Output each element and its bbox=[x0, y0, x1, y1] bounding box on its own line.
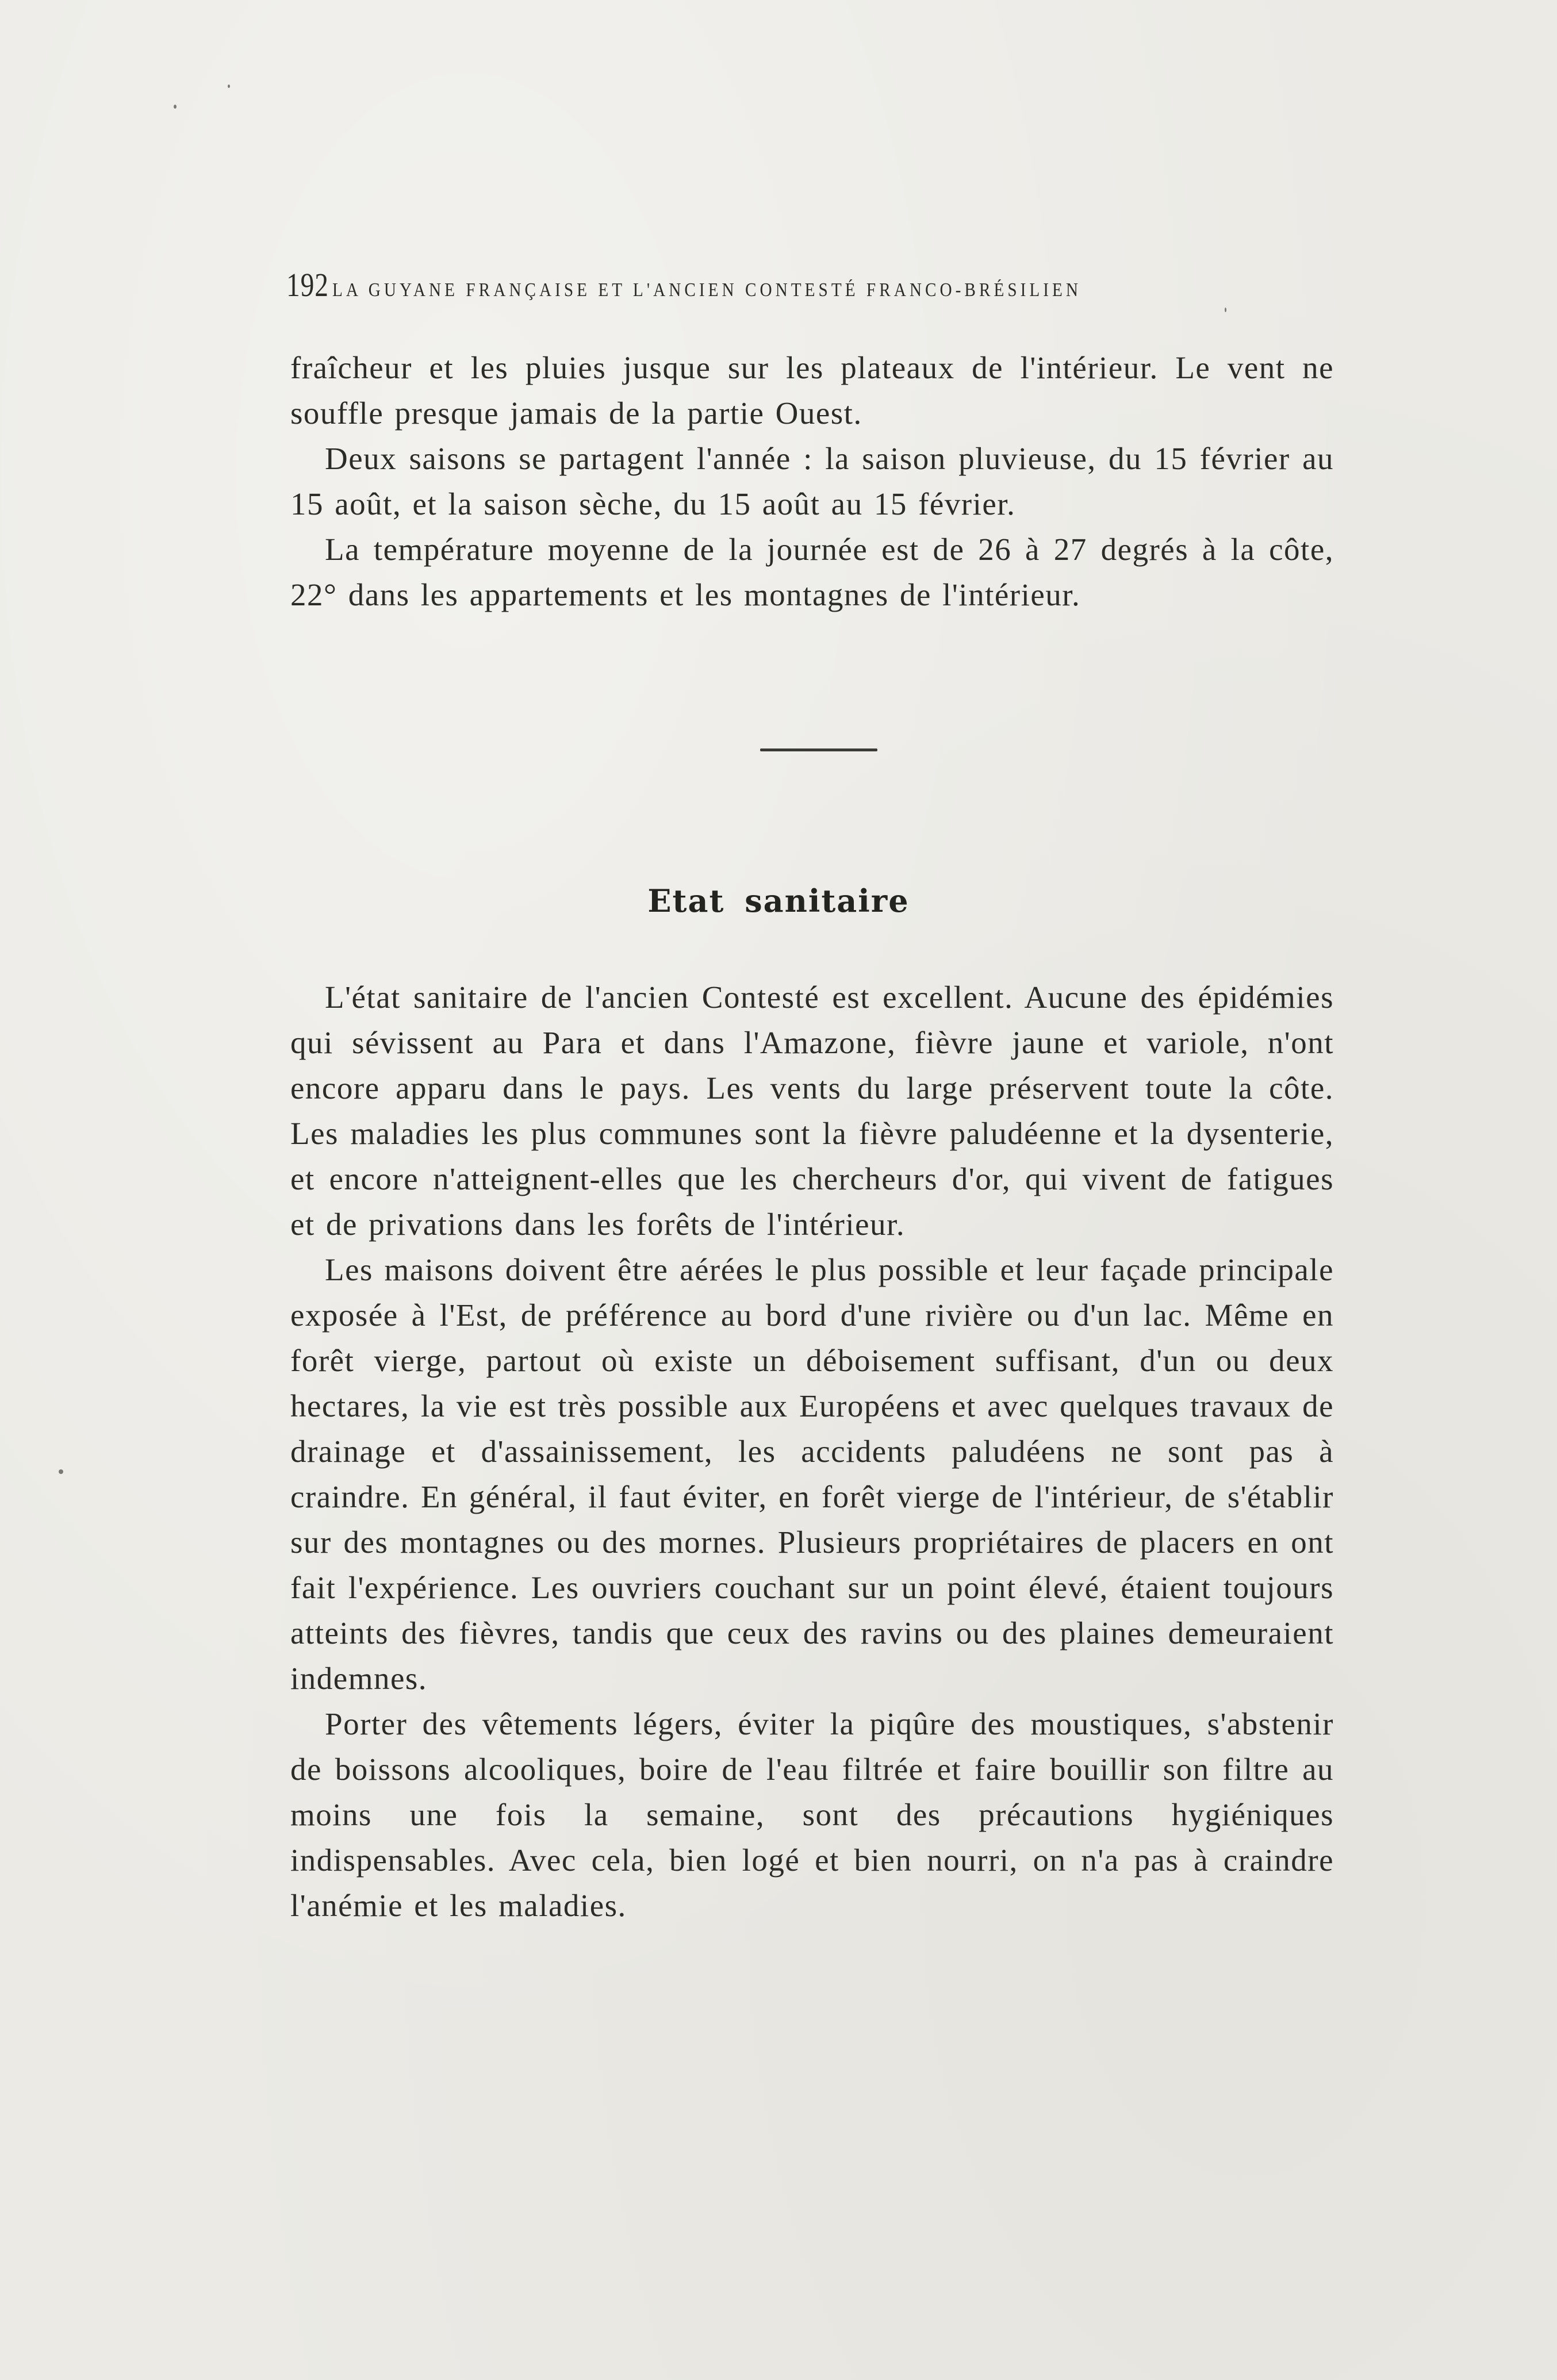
paper-speck bbox=[174, 105, 177, 109]
paper-speck bbox=[228, 85, 230, 88]
paper-speck bbox=[59, 1469, 63, 1474]
page-number: 192 bbox=[286, 266, 329, 304]
paragraph-continuation: fraîcheur et les pluies jusque sur les plateaux de l'intérieur. Le vent ne souffle presque jamais de la partie Ouest. bbox=[290, 350, 1334, 431]
paper-speck bbox=[1225, 308, 1226, 312]
paragraph-seasons: Deux saisons se partagent l'année : la saison pluvieuse, du 15 février au 15 août, et la saison sèche, du 15 août au 15 février. bbox=[290, 441, 1334, 521]
paragraph-health-status: L'état sanitaire de l'ancien Contesté est excellent. Aucune des épidémies qui sévissent au Para et dans l'Amazone, fièvre jaune et variole, n'ont encore apparu dans le pays. Les vents du large préservent toute la côte. Les maladies les plus communes sont la fièvre paludéenne et la dysenterie, et encore n'atteignent-elles que les chercheurs d'or, qui vivent de fatigues et de privations dans les forêts de l'intérieur. bbox=[290, 980, 1334, 1242]
section-divider bbox=[760, 748, 877, 751]
running-head-title: LA GUYANE FRANÇAISE ET L'ANCIEN CONTESTÉ FRANCO-BRÉSILIEN bbox=[332, 279, 1082, 301]
paragraph-temperature: La température moyenne de la journée est de 26 à 27 degrés à la côte, 22° dans les appartements et les montagnes de l'intérieur. bbox=[290, 532, 1334, 612]
paragraph-precautions: Porter des vêtements légers, éviter la piqûre des moustiques, s'abstenir de boissons alcooliques, boire de l'eau filtrée et faire bouillir son filtre au moins une fois la semaine, sont des précautions hygiéniques indispensables. Avec cela, bien logé et bien nourri, on n'a pas à craindre l'anémie et les maladies. bbox=[290, 1706, 1334, 1923]
top-section bbox=[290, 345, 1334, 617]
running-head bbox=[286, 266, 1339, 304]
etat-sanitaire-section bbox=[290, 974, 1334, 1928]
paragraph-housing: Les maisons doivent être aérées le plus possible et leur façade principale exposée à l'Est, de préférence au bord d'une rivière ou d'un lac. Même en forêt vierge, partout où existe un déboisement suffisant, d'un ou deux hectares, la vie est très possible aux Européens et avec quelques travaux de drainage et d'assainissement, les accidents paludéens ne sont pas à craindre. En général, il faut éviter, en forêt vierge de l'intérieur, de s'établir sur des montagnes ou des mornes. Plusieurs propriétaires de placers en ont fait l'expérience. Les ouvriers couchant sur un point élevé, étaient toujours atteints des fièvres, tandis que ceux des ravins ou des plaines demeuraient indemnes. bbox=[290, 1252, 1334, 1696]
section-heading: Etat sanitaire bbox=[647, 882, 910, 919]
